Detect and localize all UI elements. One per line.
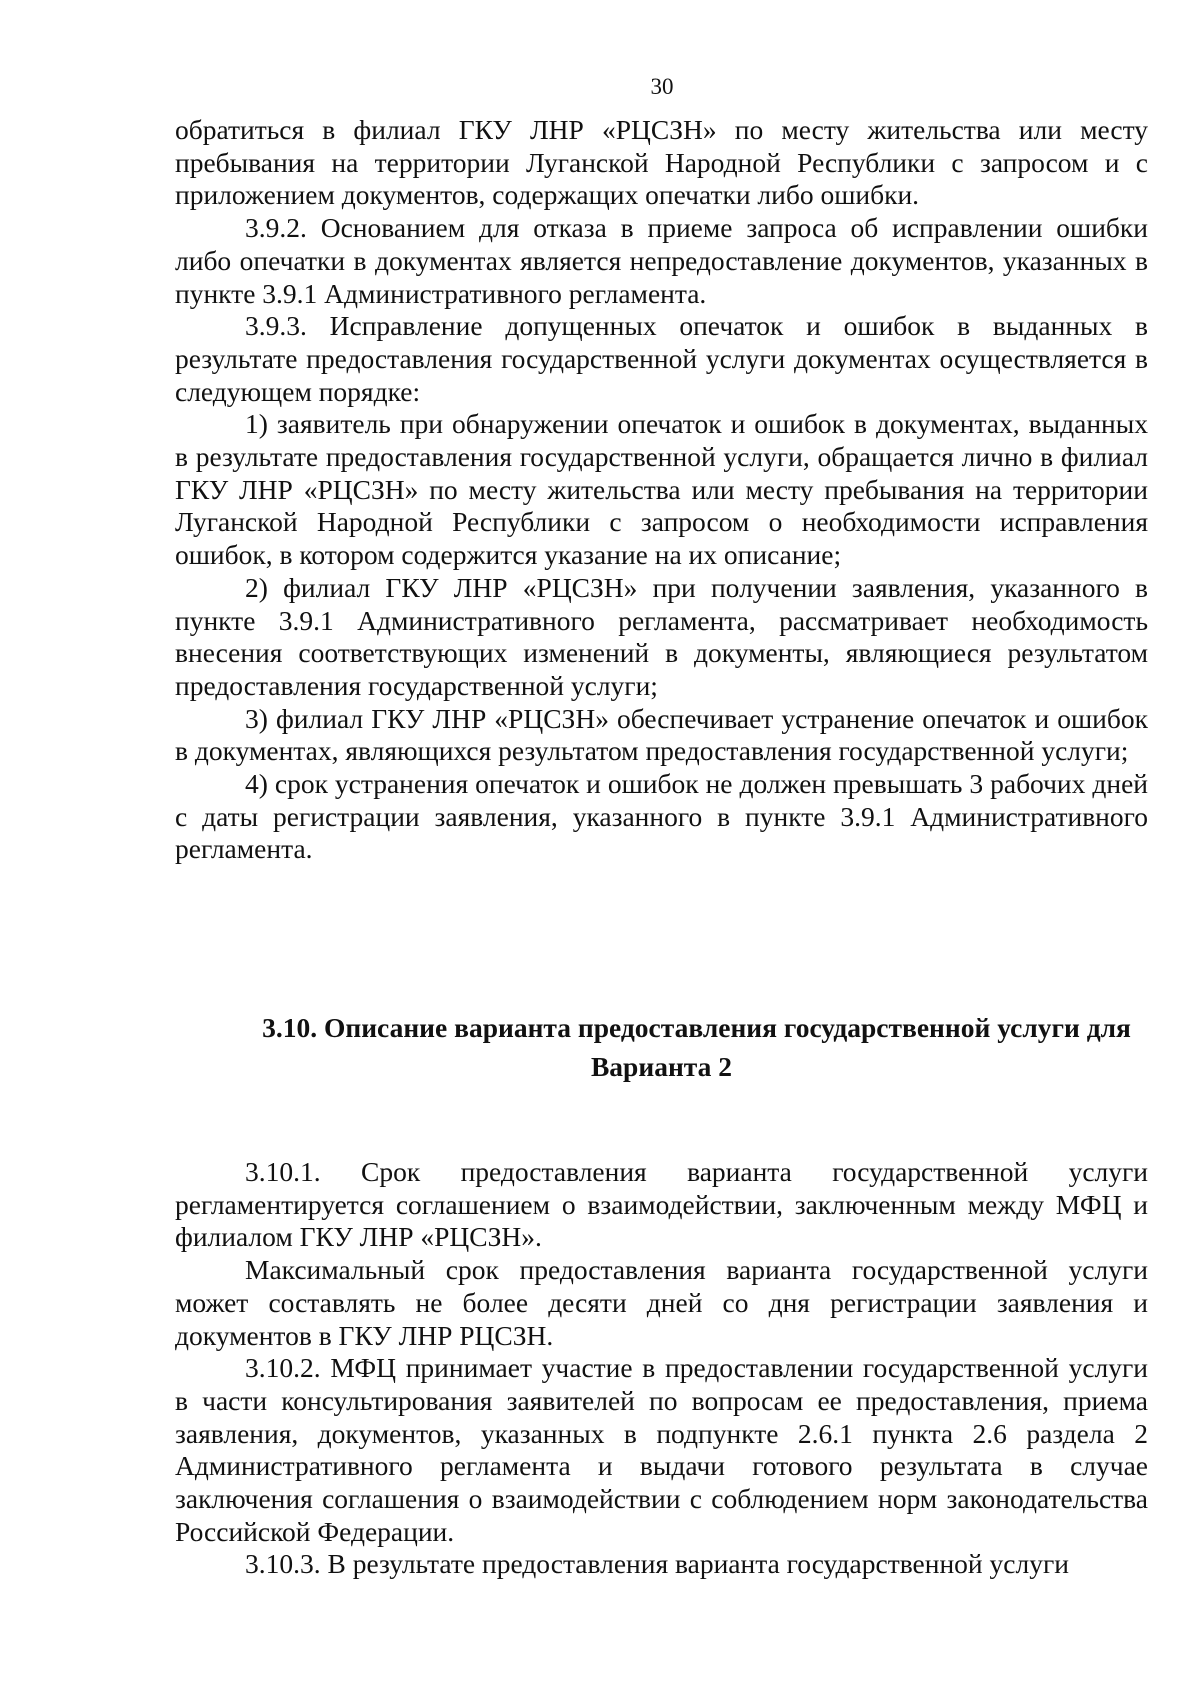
paragraph-max-term: Максимальный срок предоставления варианта государственной услуги может составлять не более десяти дней со дня регистрации заявления и документов в ГКУ ЛНР РЦСЗН. [175,1254,1148,1351]
section-heading-line-2: Варианта 2 [590,1051,733,1082]
list-item-4: 4) срок устранения опечаток и ошибок не должен превышать 3 рабочих дней с даты регистрации заявления, указанного в пункте 3.9.1 Административного регламента. [175,768,1148,865]
page-number: 30 [650,74,674,99]
paragraph-3-10-3: 3.10.3. В результате предоставления варианта государственной услуги [245,1548,1069,1580]
paragraph-3-9-3: 3.9.3. Исправление допущенных опечаток и ошибок в выданных в результате предоставления государственной услуги документах осуществляется в следующем порядке: [175,310,1148,407]
section-heading-line-1: 3.10. Описание варианта предоставления государственной услуги для [262,1012,1131,1043]
document-body-top [175,114,1148,866]
list-item-2: 2) филиал ГКУ ЛНР «РЦСЗН» при получении заявления, указанного в пункте 3.9.1 Административного регламента, рассматривает необходимость внесения соответствующих изменений в документы, являющиеся результатом предоставления государственной услуги; [175,571,1148,701]
paragraph-continuation: обратиться в филиал ГКУ ЛНР «РЦСЗН» по месту жительства или месту пребывания на территории Луганской Народной Республики с запросом и с приложением документов, содержащих опечатки либо ошибки. [175,114,1148,211]
section-heading-3-10 [175,1008,1148,1086]
paragraph-3-10-2: 3.10.2. МФЦ принимает участие в предоставлении государственной услуги в части консультирования заявителей по вопросам ее предоставления, приема заявления, документов, указанных в подпункте 2.6.1 пункта 2.6 раздела 2 Административного регламента и выдачи готового результата в случае заключения соглашения о взаимодействии с соблюдением норм законодательства Российской Федерации. [175,1352,1148,1547]
paragraph-3-10-1: 3.10.1. Срок предоставления варианта государственной услуги регламентируется соглашением о взаимодействии, заключенным между МФЦ и филиалом ГКУ ЛНР «РЦСЗН». [175,1156,1148,1253]
list-item-1: 1) заявитель при обнаружении опечаток и ошибок в документах, выданных в результате предоставления государственной услуги, обращается лично в филиал ГКУ ЛНР «РЦСЗН» по месту жительства или месту пребывания на территории Луганской Народной Республики с запросом о необходимости исправления ошибок, в котором содержится указание на их описание; [175,408,1148,571]
document-body-bottom [175,1156,1148,1581]
list-item-3: 3) филиал ГКУ ЛНР «РЦСЗН» обеспечивает устранение опечаток и ошибок в документах, являющихся результатом предоставления государственной услуги; [175,702,1148,767]
paragraph-3-9-2: 3.9.2. Основанием для отказа в приеме запроса об исправлении ошибки либо опечатки в документах является непредоставление документов, указанных в пункте 3.9.1 Административного регламента. [175,212,1148,309]
